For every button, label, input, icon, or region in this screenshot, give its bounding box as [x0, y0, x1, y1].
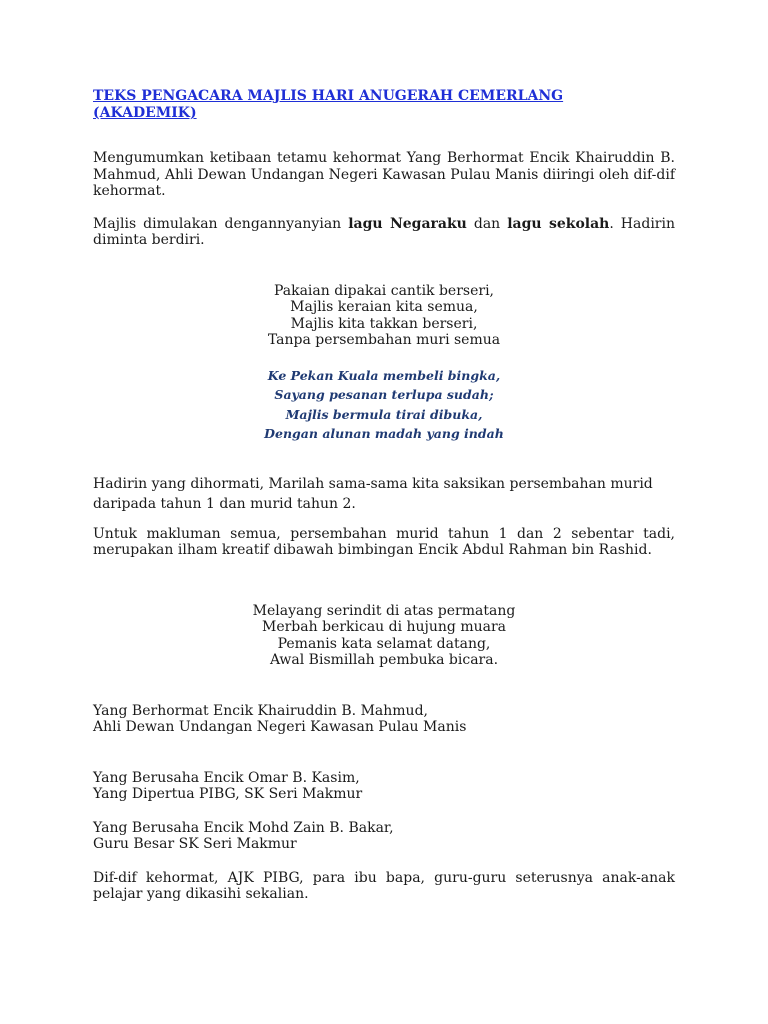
performance-intro — [93, 474, 675, 514]
salutation-role: Ahli Dewan Undangan Negeri Kawasan Pulau Manis — [93, 719, 467, 735]
pantun-2-line: Dengan alunan madah yang indah — [264, 426, 504, 441]
salutation-name: Yang Berhormat Encik Khairuddin B. Mahmud, — [93, 702, 428, 719]
opening-text-1: Majlis dimulakan dengannyanyian — [93, 215, 349, 232]
opening-text-3: . Hadirin diminta berdiri. — [93, 215, 675, 248]
salutation-role: Yang Dipertua PIBG, SK Seri Makmur — [93, 786, 363, 802]
document-page — [93, 88, 675, 903]
opening-text-2: dan — [466, 215, 508, 232]
salutation-role: Guru Besar SK Seri Makmur — [93, 836, 297, 852]
pantun-1 — [93, 283, 675, 349]
intro-paragraph: Mengumumkan ketibaan tetamu kehormat Yang Berhormat Encik Khairuddin B. Mahmud, Ahli Dewan Undangan Negeri Kawasan Pulau Manis diiringi oleh dif-dif kehormat. — [93, 150, 675, 199]
performance-intro-line-1: Hadirin yang dihormati, Marilah sama-sama kita saksikan persembahan murid — [93, 475, 653, 492]
pantun-1-line: Tanpa persembahan muri semua — [267, 332, 501, 348]
pantun-1-line: Pakaian dipakai cantik berseri, — [273, 282, 495, 299]
salutation-3 — [93, 820, 675, 853]
pantun-2-line: Majlis bermula tirai dibuka, — [285, 406, 483, 422]
salutation-1 — [93, 703, 675, 736]
pantun-3-line: Merbah berkicau di hujung muara — [261, 619, 507, 635]
document-title — [93, 88, 675, 122]
pantun-2-line: Ke Pekan Kuala membeli bingka, — [267, 367, 501, 383]
announcement-paragraph: Untuk makluman semua, persembahan murid tahun 1 dan 2 sebentar tadi, merupakan ilham kreatif dibawah bimbingan Encik Abdul Rahman bin Rashid. — [93, 525, 675, 558]
pantun-2 — [93, 366, 675, 444]
pantun-1-line: Majlis kita takkan berseri, — [290, 315, 478, 332]
opening-bold-sekolah: lagu sekolah — [507, 215, 610, 232]
title-line-1: TEKS PENGACARA MAJLIS HARI ANUGERAH CEMERLANG — [93, 88, 564, 104]
pantun-3-line: Melayang serindit di atas permatang — [252, 602, 516, 619]
pantun-3-line: Pemanis kata selamat datang, — [277, 635, 491, 652]
closing-paragraph: Dif-dif kehormat, AJK PIBG, para ibu bapa, guru-guru seterusnya anak-anak pelajar yang dikasihi sekalian. — [93, 869, 675, 902]
opening-bold-negaraku: lagu Negaraku — [348, 215, 467, 232]
pantun-3-line: Awal Bismillah pembuka bicara. — [269, 652, 499, 668]
pantun-1-line: Majlis keraian kita semua, — [290, 299, 478, 315]
salutation-2 — [93, 770, 675, 803]
pantun-2-line: Sayang pesanan terlupa sudah; — [274, 387, 494, 402]
salutation-name: Yang Berusaha Encik Mohd Zain B. Bakar, — [93, 819, 394, 836]
pantun-3 — [93, 603, 675, 669]
performance-intro-line-2: daripada tahun 1 dan murid tahun 2. — [93, 495, 356, 512]
title-line-2: (AKADEMIK) — [93, 105, 197, 121]
salutation-name: Yang Berusaha Encik Omar B. Kasim, — [93, 769, 360, 786]
opening-paragraph — [93, 216, 675, 249]
